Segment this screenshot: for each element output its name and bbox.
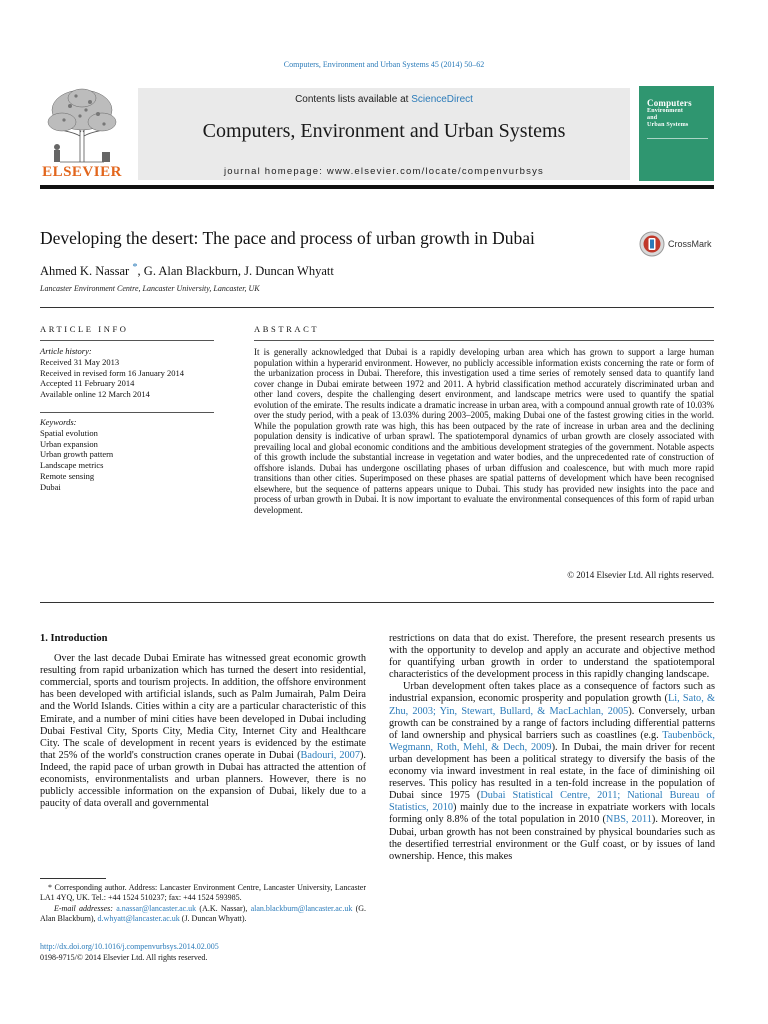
publisher-name: ELSEVIER (42, 164, 122, 180)
email-link[interactable]: d.whyatt@lancaster.ac.uk (97, 913, 180, 923)
keyword-item: Landscape metrics (40, 460, 104, 471)
email-owner: (J. Duncan Whyatt). (179, 913, 247, 923)
journal-name: Computers, Environment and Urban Systems (202, 120, 566, 142)
citation-link[interactable]: Dubai Statistical Centre, 2011; National Bureau of Statistics, 2010 (389, 790, 715, 814)
paragraph-text: ) mainly due to the increase in expatriate workers with locals forming only 8.8% of the total population in 2010 ( (389, 802, 715, 826)
article-title: Developing the desert: The pace and process of urban growth in Dubai (40, 228, 535, 248)
paragraph-text: ). Conversely, urban growth can be constrained by a range of factors including differential patterns of land ownership and physical barriers such as coastlines (e.g. (389, 705, 715, 741)
author-name: G. Alan Blackburn (143, 264, 238, 279)
cover-line-4: Urban Systems (647, 122, 689, 128)
keyword-item: Remote sensing (40, 470, 95, 481)
keyword-item: Spatial evolution (40, 427, 98, 438)
history-item: Available online 12 March 2014 (40, 389, 150, 400)
abstract-copyright: © 2014 Elsevier Ltd. All rights reserved. (567, 570, 714, 580)
paragraph-text: ). Moreover, in Dubai, urban growth has not been constrained by physical boundaries such as the desertified terrestrial environment or the Gulf coast, or by issues of land ownership. Hence, this makes (389, 814, 715, 862)
cover-stripe (647, 138, 708, 139)
author-name: Ahmed K. Nassar (40, 264, 130, 279)
keywords (40, 417, 220, 493)
abstract-text: It is generally acknowledged that Dubai is a rapidly developing urban area which has grown to support a large human population within a hyperarid environment. However, no publicly accessible information exists concerning the rate or form of the urbanization process in Dubai. Therefore, this investigation used a time series of remotely sensed data to quantify land cover change in Dubai emirate between 1972 and 2011. A hybrid classification method accurately discriminated urban and other land covers, despite the challenging desert environment, and landscape metrics were used to quantify the spatial evolution of the emirate. The results indicate a dramatic increase in urban area, with a compound annual growth rate of 10.03% over the study period, with a peak of 13.03% during 2003–2005, making Dubai one of the fastest growing cities in the world. While the population growth rate was high, this has been outpaced by the rate of increase in urban area and the declining population density is indicative of urban sprawl. The spatiotemporal dynamics of urban growth are closely associated with prevailing local and global economic conditions and the ambitious development strategies of the government. Notable aspects of this growth include the substantial increase in vegetation and water bodies, and the unprecedented rate of construction of offshore islands. Dubai has undergone oscillating phases of urban diffusion and coalescence, but with much more rapid transitions than other cities. Superimposed on these phases are spatial patterns of development which have been recognised elsewhere, but the sequence of patterns appears unique to Dubai. This study has provided new insights into the pace and process of urban growth in Dubai. It is now important to evaluate the environmental consequences of this form of rapid urban development. (254, 347, 714, 515)
cover-line-3: and (647, 115, 658, 121)
body-paragraph (40, 653, 366, 810)
paragraph-text: ). In Dubai, the main driver for recent urban development has been a political strategy to diversify the basis of the economy via inward investment in real estate, in the face of diminishing oil reserves. This policy has resulted in a ten-fold increase in the population of Dubai since 1975 ( (389, 741, 716, 802)
keywords-label: Keywords: (40, 417, 77, 427)
paragraph-text: Over the last decade Dubai Emirate has witnessed great economic growth resulting from rapid urbanization which has turned the desert into residential, commercial, sports and tourism projects. In addition, the offshore environment has been developed with artificial islands, such as Palm Jumairah, Palm Deira and the World Islands. Cities within a city are a particular characteristic of this Emirate, and a number of mini cities have been developed in Dubai including Dubai Festival City, Sports City, Media City, Internet City and Healthcare City. The scale of development in recent years is evidenced by the estimate that 25% of the world's construction cranes operate in Dubai ( (40, 653, 366, 761)
crossmark-label: CrossMark (668, 239, 712, 249)
email-link[interactable]: a.nassar@lancaster.ac.uk (116, 903, 197, 913)
body-paragraph (389, 681, 715, 862)
email-owner: (G. Alan Blackburn), (40, 903, 367, 923)
paragraph-text: ). Indeed, the rapid pace of urban growth in Dubai has attracted the attention of economists, environmentalists and urban planners. However, there is no publicly accessible information on the expansion of Dubai, likely due to a paucity of data overall and governmental (40, 749, 366, 810)
history-label: Article history: (40, 346, 92, 356)
journal-homepage[interactable]: journal homepage: www.elsevier.com/locate/compenvurbsys (224, 166, 544, 177)
citation-link[interactable]: NBS, 2011 (605, 814, 652, 826)
footnote-text: Corresponding author. Address: Lancaster Environment Centre, Lancaster University, Lancaster LA1 4YQ, UK. Tel.: +44 1524 510237; fax: +44 1524 593985. (40, 883, 367, 903)
sciencedirect-link[interactable]: ScienceDirect (411, 94, 473, 105)
cover-line-1: Computers (647, 98, 692, 108)
crossmark-badge[interactable] (639, 231, 719, 259)
paragraph-text: Urban development often takes place as a consequence of factors such as industrial expansion, economic prosperity and population growth ( (389, 681, 715, 705)
body-paragraph: restrictions on data that do exist. Therefore, the present research presents us with the opportunity to develop and apply an accurate and objective method for quantifying urban growth in order to understand the spatiotemporal characteristics of the development process in this rapidly changing landscape. (389, 633, 715, 681)
issn-line: 0198-9715/© 2014 Elsevier Ltd. All rights reserved. (40, 953, 208, 962)
author-name: J. Duncan Whyatt (244, 264, 334, 279)
divider (40, 412, 214, 413)
email-label: E-mail addresses: (54, 903, 113, 913)
keyword-item: Urban expansion (40, 438, 98, 449)
corresponding-author-mark[interactable]: * (132, 262, 138, 273)
divider (254, 340, 714, 341)
affiliation: Lancaster Environment Centre, Lancaster University, Lancaster, UK (40, 284, 260, 293)
email-owner: (A.K. Nassar), (196, 903, 251, 913)
citation-link[interactable]: Li, Sato, & Zhu, 2003; Yin, Stewart, Bullard, & MacLachlan, 2005 (389, 693, 715, 717)
footnote-mark: * (48, 883, 52, 892)
contents-line (138, 94, 630, 105)
abstract-heading: ABSTRACT (254, 324, 320, 334)
body-column-right (389, 633, 715, 863)
history-item: Received 31 May 2013 (40, 356, 120, 367)
citation-link[interactable]: Taubenböck, Wegmann, Roth, Mehl, & Dech, 2009 (389, 729, 715, 753)
article-history (40, 346, 220, 400)
crossmark-icon (639, 231, 665, 257)
history-item: Received in revised form 16 January 2014 (40, 367, 184, 378)
journal-cover (639, 86, 714, 181)
history-item: Accepted 11 February 2014 (40, 378, 135, 389)
cover-line-2: Environment (647, 108, 684, 114)
author-list: Ahmed K. Nassar *, G. Alan Blackburn, J. Duncan Whyatt (40, 262, 334, 279)
citation-link[interactable]: Badouri, 2007 (300, 749, 360, 761)
body-column-left (40, 633, 366, 810)
section-heading: 1. Introduction (40, 633, 108, 644)
footnote-rule (40, 878, 106, 879)
footnote (40, 883, 366, 924)
contents-prefix: Contents lists available at (295, 94, 412, 105)
keyword-item: Dubai (40, 481, 61, 492)
divider (40, 340, 214, 341)
tree-logo-icon (40, 86, 124, 164)
running-head[interactable]: Computers, Environment and Urban Systems 45 (2014) 50–62 (283, 60, 485, 69)
divider (40, 307, 714, 308)
keyword-item: Urban growth pattern (40, 449, 114, 460)
email-link[interactable]: alan.blackburn@lancaster.ac.uk (250, 903, 353, 913)
divider (40, 602, 714, 603)
doi-link[interactable]: http://dx.doi.org/10.1016/j.compenvurbsys.2014.02.005 (40, 942, 219, 951)
article-info-heading: ARTICLE INFO (40, 324, 129, 334)
masthead-rule (40, 185, 714, 189)
